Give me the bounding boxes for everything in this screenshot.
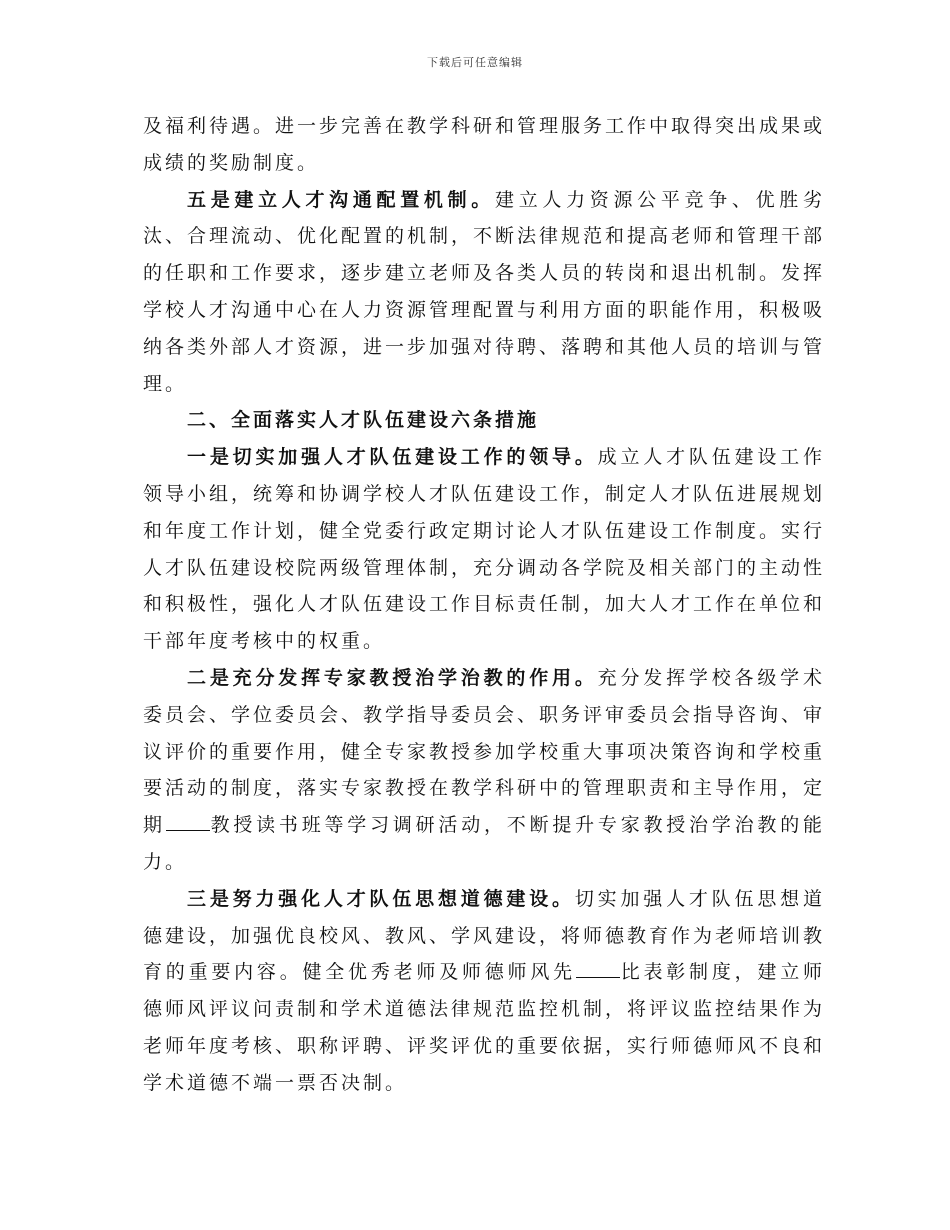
paragraph-text: 充分发挥学校各级学术委员会、学位委员会、教学指导委员会、职务评审委员会指导咨询、审议评价的重要作用，健全专家教授参加学校重大事项决策咨询和学校重要活动的制度，落实专家教授在教学科研中的管理职责和主导作用，定期 xyxy=(143,666,826,837)
paragraph-text: 教授读书班等学习调研活动，不断提升专家教授治学治教的能力。 xyxy=(143,814,825,873)
page-header: 下载后可任意编辑 xyxy=(427,56,523,69)
paragraph-text: 成立人才队伍建设工作领导小组，统筹和协调学校人才队伍建设工作，制定人才队伍进展规划和年度工作计划，健全党委行政定期讨论人才队伍建设工作制度。实行人才队伍建设校院两级管理体制，充分调动各学院及相关部门的主动性和积极性，强化人才队伍建设工作目标责任制，加大人才工作在单位和干部年度考核中的权重。 xyxy=(143,446,826,653)
paragraph-talent-exchange xyxy=(143,182,825,403)
paragraph-ethics xyxy=(143,881,825,1102)
paragraph-text: 建立人力资源公平竞争、优胜劣汰、合理流动、优化配置的机制，不断法律规范和提高老师和管理干部的任职和工作要求，逐步建立老师及各类人员的转岗和退出机制。发挥学校人才沟通中心在人力资源管理配置与利用方面的职能作用，积极吸纳各类外部人才资源，进一步加强对待聘、落聘和其他人员的培训与管理。 xyxy=(143,188,826,395)
paragraph-benefits xyxy=(143,108,825,182)
paragraph-lead: 三是努力强化人才队伍思想道德建设。 xyxy=(187,887,575,910)
paragraph-experts xyxy=(143,660,825,881)
paragraph-text: 切实加强人才队伍思想道德建设，加强优良校风、教风、学风建设，将师德教育作为老师培训教育的重要内容。健全优秀老师及师德师风先 xyxy=(143,887,826,984)
paragraph-text: 比表彰制度，建立师德师风评议问责制和学术道德法律规范监控机制，将评议监控结果作为老师年度考核、职称评聘、评奖评优的重要依据，实行师德师风不良和学术道德不端一票否决制。 xyxy=(143,961,826,1094)
paragraph-text: 及福利待遇。进一步完善在教学科研和管理服务工作中取得突出成果或成绩的奖励制度。 xyxy=(143,115,826,174)
paragraph-lead: 二是充分发挥专家教授治学治教的作用。 xyxy=(187,666,598,689)
paragraph-lead: 五是建立人才沟通配置机制。 xyxy=(187,188,495,211)
paragraph-lead: 一是切实加强人才队伍建设工作的领导。 xyxy=(187,446,598,469)
fill-in-blank xyxy=(576,959,620,978)
paragraph-leadership xyxy=(143,439,825,660)
document-body xyxy=(143,108,825,1102)
section-heading: 二、全面落实人才队伍建设六条措施 xyxy=(187,409,540,432)
fill-in-blank xyxy=(166,812,210,831)
